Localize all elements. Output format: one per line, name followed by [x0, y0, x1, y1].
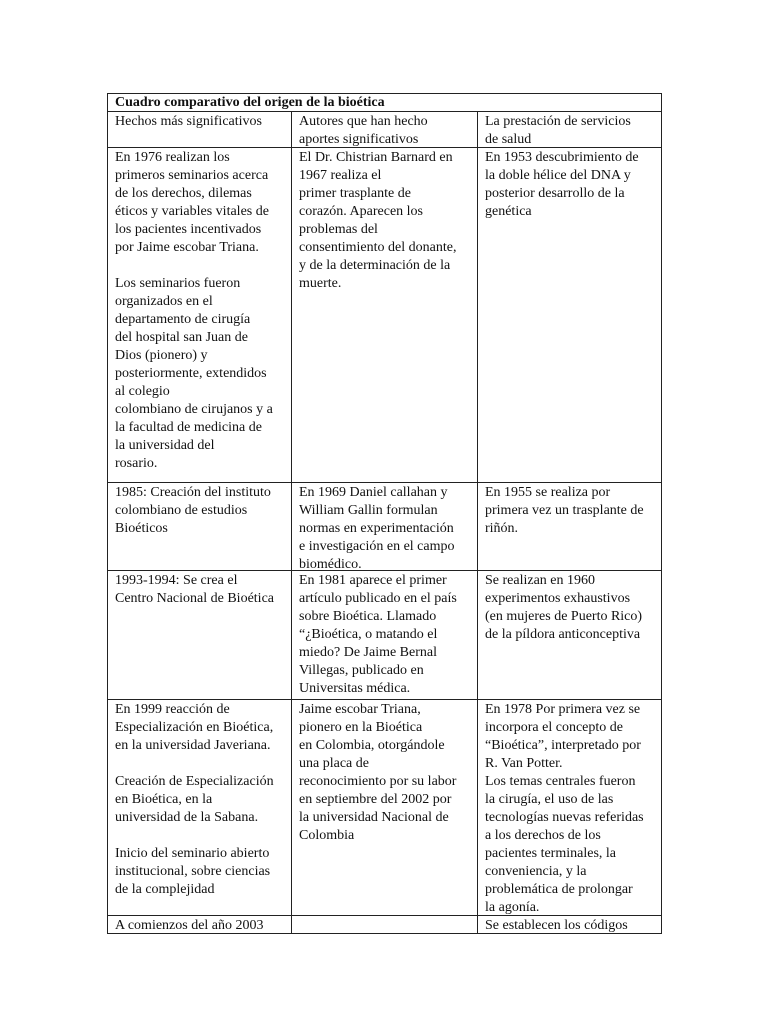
- cell-text-line: una placa de: [299, 756, 369, 771]
- cell-text-line: Hechos más significativos: [115, 114, 262, 129]
- cell-text-line: en septiembre del 2002 por: [299, 792, 452, 807]
- cell-text-line: En 1981 aparece el primer: [299, 573, 447, 588]
- cell-text-line: en Colombia, otorgándole: [299, 738, 445, 753]
- cell-text-line: En 1969 Daniel callahan y: [299, 485, 448, 500]
- cell-text-line: primera vez un trasplante de: [485, 503, 644, 518]
- comparison-table: [107, 93, 662, 934]
- cell-text-line: experimentos exhaustivos: [485, 591, 631, 606]
- table-cell: [292, 571, 478, 699]
- cell-text-line: pionero en la Bioética: [299, 720, 423, 735]
- cell-text-line: de la complejidad: [115, 882, 215, 897]
- cell-text-line: Centro Nacional de Bioética: [115, 591, 274, 606]
- table-row: [108, 916, 661, 933]
- table-row: [108, 483, 661, 571]
- cell-text-line: Creación de Especialización: [115, 774, 274, 789]
- cell-text-line: “Bioética”, interpretado por: [485, 738, 641, 753]
- cell-text-line: la universidad del: [115, 438, 215, 453]
- cell-text-line: [115, 827, 287, 845]
- cell-text-line: colombiano de estudios: [115, 503, 248, 518]
- table-cell: [292, 916, 478, 933]
- cell-text-line: sobre Bioética. Llamado: [299, 609, 437, 624]
- cell-text-line: rosario.: [115, 456, 158, 471]
- table-cell: [478, 700, 661, 915]
- cell-text-line: Especialización en Bioética,: [115, 720, 274, 735]
- cell-text-line: departamento de cirugía: [115, 312, 251, 327]
- cell-text-line: corazón. Aparecen los: [299, 204, 423, 219]
- cell-text-line: universidad de la Sabana.: [115, 810, 259, 825]
- table-cell: [292, 700, 478, 915]
- cell-text-line: la cirugía, el uso de las: [485, 792, 614, 807]
- cell-text-line: organizados en el: [115, 294, 213, 309]
- cell-text-line: la facultad de medicina de: [115, 420, 262, 435]
- table-row: [108, 571, 661, 700]
- cell-text-line: la universidad Nacional de: [299, 810, 449, 825]
- cell-text-line: incorpora el concepto de: [485, 720, 623, 735]
- table-cell: [108, 148, 292, 482]
- cell-text-line: En 1955 se realiza por: [485, 485, 611, 500]
- cell-text-line: “¿Bioética, o matando el: [299, 627, 438, 642]
- cell-text-line: [115, 755, 287, 773]
- column-header: [478, 112, 661, 147]
- cell-text-line: 1967 realiza el: [299, 168, 382, 183]
- cell-text-line: muerte.: [299, 276, 342, 291]
- cell-text-line: En 1978 Por primera vez se: [485, 702, 641, 717]
- cell-text-line: La prestación de servicios: [485, 114, 631, 129]
- cell-text-line: Se establecen los códigos: [485, 918, 628, 933]
- cell-text-line: Universitas médica.: [299, 681, 411, 696]
- cell-text-line: e investigación en el campo: [299, 539, 455, 554]
- cell-text-line: normas en experimentación: [299, 521, 454, 536]
- cell-text-line: pacientes terminales, la: [485, 846, 616, 861]
- cell-text-line: miedo? De Jaime Bernal: [299, 645, 438, 660]
- cell-text-line: En 1999 reacción de: [115, 702, 230, 717]
- cell-text-line: En 1976 realizan los: [115, 150, 230, 165]
- cell-text-line: Dios (pionero) y: [115, 348, 208, 363]
- cell-text-line: Los temas centrales fueron: [485, 774, 636, 789]
- cell-text-line: R. Van Potter.: [485, 756, 563, 771]
- cell-text-line: Inicio del seminario abierto: [115, 846, 270, 861]
- cell-text-line: A comienzos del año 2003: [115, 918, 264, 933]
- cell-text-line: la agonía.: [485, 900, 540, 915]
- table-cell: [478, 571, 661, 699]
- cell-text-line: genética: [485, 204, 532, 219]
- cell-text-line: institucional, sobre ciencias: [115, 864, 271, 879]
- cell-text-line: posterior desarrollo de la: [485, 186, 625, 201]
- table-row: [108, 700, 661, 916]
- cell-text-line: primer trasplante de: [299, 186, 411, 201]
- table-title: Cuadro comparativo del origen de la bioética: [108, 94, 661, 112]
- table-cell: [478, 483, 661, 570]
- table-header-row: [108, 112, 661, 148]
- cell-text-line: posteriormente, extendidos: [115, 366, 267, 381]
- cell-text-line: primeros seminarios acerca: [115, 168, 269, 183]
- cell-text-line: aportes significativos: [299, 132, 419, 147]
- cell-text-line: Se realizan en 1960: [485, 573, 596, 588]
- cell-text-line: William Gallin formulan: [299, 503, 438, 518]
- cell-text-line: problemática de prolongar: [485, 882, 633, 897]
- cell-text-line: conveniencia, y la: [485, 864, 587, 879]
- column-header: [292, 112, 478, 147]
- cell-text-line: biomédico.: [299, 557, 362, 572]
- cell-text-line: riñón.: [485, 521, 519, 536]
- cell-text-line: del hospital san Juan de: [115, 330, 248, 345]
- table-cell: [478, 148, 661, 482]
- cell-text-line: Autores que han hecho: [299, 114, 428, 129]
- cell-text-line: Villegas, publicado en: [299, 663, 424, 678]
- cell-text-line: 1993-1994: Se crea el: [115, 573, 238, 588]
- table-row: [108, 148, 661, 483]
- cell-text-line: artículo publicado en el país: [299, 591, 457, 606]
- cell-text-line: los pacientes incentivados: [115, 222, 262, 237]
- table-body: [108, 112, 661, 933]
- cell-text-line: (en mujeres de Puerto Rico): [485, 609, 643, 624]
- cell-text-line: y de la determinación de la: [299, 258, 451, 273]
- cell-text-line: En 1953 descubrimiento de: [485, 150, 639, 165]
- table-cell: [108, 700, 292, 915]
- column-header: [108, 112, 292, 147]
- cell-text-line: Jaime escobar Triana,: [299, 702, 421, 717]
- table-cell: [292, 148, 478, 482]
- cell-text-line: en la universidad Javeriana.: [115, 738, 271, 753]
- cell-text-line: tecnologías nuevas referidas: [485, 810, 644, 825]
- table-cell: [108, 916, 292, 933]
- cell-text-line: de la píldora anticonceptiva: [485, 627, 641, 642]
- cell-text-line: por Jaime escobar Triana.: [115, 240, 259, 255]
- cell-text-line: de salud: [485, 132, 532, 147]
- cell-text-line: al colegio: [115, 384, 170, 399]
- cell-text-line: Colombia: [299, 828, 355, 843]
- cell-text-line: reconocimiento por su labor: [299, 774, 457, 789]
- cell-text-line: El Dr. Chistrian Barnard en: [299, 150, 453, 165]
- cell-text-line: problemas del: [299, 222, 378, 237]
- table-cell: [292, 483, 478, 570]
- cell-text-line: Bioéticos: [115, 521, 168, 536]
- cell-text-line: éticos y variables vitales de: [115, 204, 269, 219]
- cell-text-line: colombiano de cirujanos y a: [115, 402, 273, 417]
- cell-text-line: en Bioética, en la: [115, 792, 213, 807]
- cell-text-line: [115, 257, 287, 275]
- table-cell: [108, 483, 292, 570]
- table-cell: [478, 916, 661, 933]
- cell-text-line: a los derechos de los: [485, 828, 601, 843]
- cell-text-line: la doble hélice del DNA y: [485, 168, 631, 183]
- cell-text-line: 1985: Creación del instituto: [115, 485, 271, 500]
- cell-text-line: consentimiento del donante,: [299, 240, 457, 255]
- table-cell: [108, 571, 292, 699]
- cell-text-line: de los derechos, dilemas: [115, 186, 252, 201]
- cell-text-line: Los seminarios fueron: [115, 276, 241, 291]
